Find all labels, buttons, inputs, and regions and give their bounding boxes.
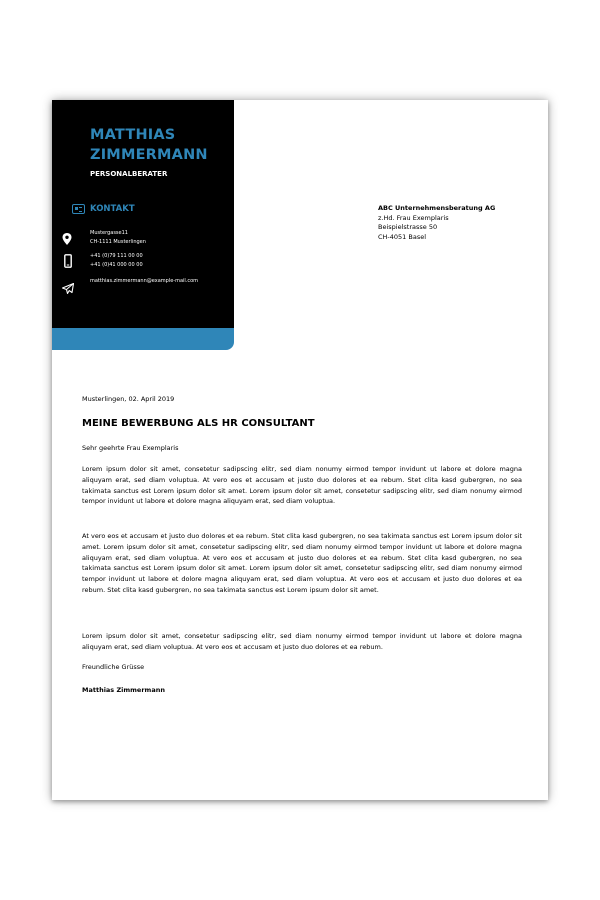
name-line-2: ZIMMERMANN [90,147,208,163]
phone-2: +41 (0)41 000 00 00 [90,262,143,268]
contact-heading [72,202,135,216]
salutation: Sehr geehrte Frau Exemplaris [82,444,179,452]
location-pin-icon [62,230,72,249]
contact-heading-label: KONTAKT [90,204,135,214]
kontakt-card-icon [72,204,85,214]
address-line-2: CH-1111 Musterlingen [90,239,146,245]
recipient-company: ABC Unternehmensberatung AG [378,204,496,212]
recipient-city: CH-4051 Basel [378,232,427,241]
name-line-1: MATTHIAS [90,127,176,143]
applicant-role: PERSONALBERATER [90,170,168,178]
contact-phone [90,252,230,270]
paragraph-2: At vero eos et accusam et justo duo dolores et ea rebum. Stet clita kasd gubergren, no sea takimata sanctus est Lorem ipsum dolor sit amet. Lorem ipsum dolor sit amet, consetetur sadipscing elitr, sed diam nonumy eirmod tempor invidunt ut labore et dolore magna aliquyam erat, sed diam voluptua. At vero eos et accusam et justo duo dolores et ea rebum. Stet clita kasd gubergren, no sea takimata sanctus est Lorem ipsum dolor sit amet. Lorem ipsum dolor sit amet, consetetur sadipscing elitr, sed diam nonumy eirmod tempor invidunt ut labore et dolore magna aliquyam erat, sed diam voluptua. At vero eos et accusam et justo duo dolores et ea rebum. Stet clita kasd gubergren, no sea takimata sanctus est Lorem ipsum dolor sit amet. [82,532,522,594]
email-address[interactable]: matthias.zimmermann@example-mail.com [90,278,199,284]
contact-email [90,277,212,286]
place-date: Musterlingen, 02. April 2019 [82,395,175,403]
header-sidebar [52,100,234,328]
recipient-street: Beispielstrasse 50 [378,223,438,231]
letter-sheet [52,100,548,800]
phone-icon [64,253,72,272]
closing: Freundliche Grüsse [82,663,145,671]
letter-subject: MEINE BEWERBUNG ALS HR CONSULTANT [82,418,315,429]
contact-address [90,229,230,247]
paper-plane-icon [62,279,74,298]
paragraph-1: Lorem ipsum dolor sit amet, consetetur sadipscing elitr, sed diam nonumy eirmod tempor invidunt ut labore et dolore magna aliquyam erat, sed diam voluptua. At vero eos et accusam et justo duo dolores et ea rebum. Stet clita kasd gubergren, no sea takimata sanctus est Lorem ipsum dolor sit amet. Lorem ipsum dolor sit amet, consetetur sadipscing elitr, sed diam nonumy eirmod tempor invidunt ut labore et dolore magna aliquyam erat, sed diam voluptua. [82,465,522,506]
applicant-name [90,125,208,165]
recipient-attn: z.Hd. Frau Exemplaris [378,213,449,222]
paragraph-3: Lorem ipsum dolor sit amet, consetetur sadipscing elitr, sed diam nonumy eirmod tempor invidunt ut labore et dolore magna aliquyam erat, sed diam voluptua. At vero eos et accusam et justo duo dolores et ea rebum. [82,632,522,651]
signer-name: Matthias Zimmermann [82,686,165,694]
accent-bar [52,328,234,350]
phone-1: +41 (0)79 111 00 00 [90,253,143,259]
address-line-1: Mustergasse11 [90,230,128,236]
recipient-address [378,204,495,242]
